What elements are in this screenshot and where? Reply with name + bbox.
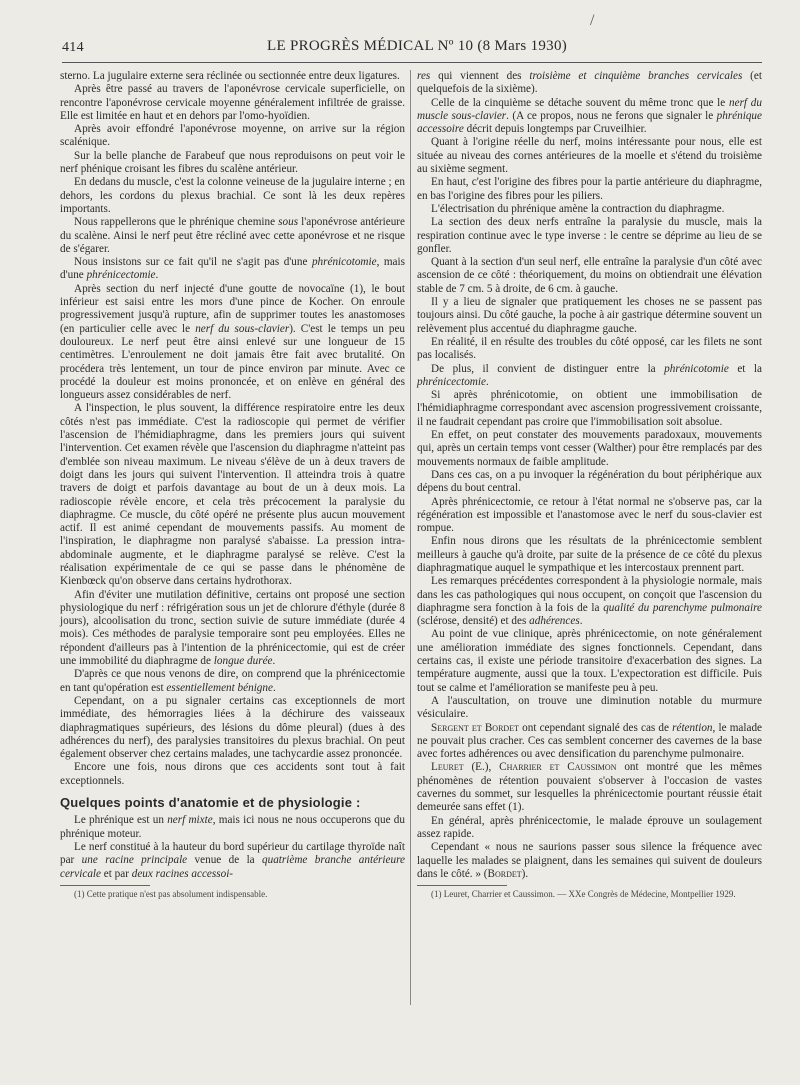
paragraph: Celle de la cinquième se détache souvent du même tronc que le nerf du muscle sous-clavier. (A ce propos, nous ne ferons que signaler le phrénique accessoire décrit depuis longtemps par Cruveilhier. <box>417 96 762 136</box>
paragraph: Nous rappellerons que le phrénique chemine sous l'aponévrose antérieure du scalène. Ainsi le nerf peut être récliné avec cette aponévrose et ne risque de s'égarer. <box>60 216 405 255</box>
left-column <box>60 70 405 900</box>
pencil-mark: / <box>590 12 595 29</box>
paragraph: Le phrénique est un nerf mixte, mais ici nous ne nous occuperons que du phrénique moteur. <box>60 814 405 840</box>
paragraph: Nous insistons sur ce fait qu'il ne s'agit pas d'une phrénicotomie, mais d'une phrénicectomie. <box>60 256 405 282</box>
paragraph: Après phrénicectomie, ce retour à l'état normal ne s'observe pas, car la régénération est impossible et l'anastomose avec le nerf du sous-clavier est rompue. <box>417 495 762 535</box>
paragraph: De plus, il convient de distinguer entre la phrénicotomie et la phrénicectomie. <box>417 362 762 388</box>
paragraph: Cependant, on a pu signaler certains cas exceptionnels de mort immédiate, des hémorragies liées à la déchirure des vaisseaux diaphragmatiques supérieurs, des lésions du dôme pleural) (dues à des adhérences du nerf), des paralysies transitoires du plexus brachial. On peut également observer chez certains malades, une tachycardie assez prononcée. <box>60 694 405 761</box>
paragraph: En haut, c'est l'origine des fibres pour la partie antérieure du diaphragme, en bas l'origine des fibres pour les piliers. <box>417 176 762 202</box>
footnote-rule <box>60 885 150 886</box>
paragraph: Le nerf constitué à la hauteur du bord supérieur du cartilage thyroïde naît par une racine principale venue de la quatrième branche antérieure cervicale et par deux racines accessoi- <box>60 840 405 880</box>
running-header <box>62 38 762 58</box>
paragraph: res qui viennent des troisième et cinquième branches cervicales (et quelquefois de la sixième). <box>417 70 762 96</box>
journal-title: LE PROGRÈS MÉDICAL Nº 10 (8 Mars 1930) <box>267 38 568 54</box>
paragraph: A l'inspection, le plus souvent, la différence respiratoire entre les deux côtés n'est pas immédiate. C'est la radioscopie qui permet de vérifier l'ascension de l'hémidiaphragme, dans les premiers jours qui suivent l'intervention. Cet examen révèle que l'ascension du diaphragme n'atteint pas d'emblée son niveau maximum. Le niveau s'élève de un à deux travers de doigt dans les jours qui suivent l'intervention. Il atteindra trois à quatre travers de doigt et parfois davantage au bout de un à deux mois. La radioscopie révèle encore, et cela très précocement la paralysie du diaphragme. Ce muscle, du côté opéré ne présente plus aucun mouvement actif. Il est animé cependant de mouvements passifs. Au moment de l'inspiration, le diaphragme non paralysé s'abaisse. La pression intra-abdominale augmente, et le diaphragme paralysé se relève. C'est la réalisation expérimentale de ce qui se passe dans le phénomène de Kienbœck qu'on observe dans certains hydrothorax. <box>60 402 405 588</box>
footnote: (1) Cette pratique n'est pas absolument indispensable. <box>74 888 268 899</box>
paragraph: En réalité, il en résulte des troubles du côté opposé, car les filets ne sont pas localisés. <box>417 335 762 362</box>
page-number: 414 <box>62 40 84 55</box>
paragraph: Enfin nous dirons que les résultats de la phrénicectomie semblent meilleurs à gauche qu'à droite, par suite de la présence de ce côté du plexus diaphragmatique auquel le sympathique et les intercostaux prennent part. <box>417 535 762 574</box>
paragraph: Leuret (E.), Charrier et Caussimon ont montré que les mêmes phénomènes de rétention pouvaient s'observer à l'occasion de vastes cavernes du sommet, sur lesquelles la phrénicectomie pourtant réussie était demeurée sans effet (1). <box>417 761 762 814</box>
paragraph: L'électrisation du phrénique amène la contraction du diaphragme. <box>431 202 725 215</box>
header-rule <box>62 62 762 63</box>
paragraph: Après être passé au travers de l'aponévrose cervicale superficielle, on rencontre l'aponévrose cervicale moyenne généralement infiltrée de graisse. Elle est limitée en haut et en dehors par l'omo-hyoïdien. <box>60 83 405 122</box>
paragraph: A l'auscultation, on trouve une diminution notable du murmure vésiculaire. <box>417 694 762 721</box>
paragraph: Cependant « nous ne saurions passer sous silence la fréquence avec laquelle les malades se plaignent, dans les semaines qui suivent de douleurs dans le côté. » (Bordet). <box>417 841 762 880</box>
right-column <box>417 70 762 900</box>
paragraph: D'après ce que nous venons de dire, on comprend que la phrénicectomie en tant qu'opération est essentiellement bénigne. <box>60 668 405 694</box>
paragraph: Quant à la section d'un seul nerf, elle entraîne la paralysie d'un côté avec ascension de ce côté : théoriquement, du moins on obtiendrait une élévation stable de 7 cm. 5 à droite, de 6 cm. à gauche. <box>417 256 762 295</box>
column-divider <box>410 70 411 1005</box>
paragraph: Quant à l'origine réelle du nerf, moins intéressante pour nous, elle est située au niveau des cornes antérieures de la moelle et s'étend du troisième au sixième segment. <box>417 136 762 176</box>
paragraph: Dans ces cas, on a pu invoquer la régénération du bout périphérique aux dépens du bout central. <box>417 468 762 495</box>
paragraph: En général, après phrénicectomie, le malade éprouve un soulagement assez rapide. <box>417 814 762 840</box>
paragraph: Après avoir effondré l'aponévrose moyenne, on arrive sur la région scalénique. <box>60 123 405 149</box>
paragraph: Sergent et Bordet ont cependant signalé des cas de rétention, le malade ne pouvait plus cracher. Ces cas semblent concerner des cavernes de la base avec fortes adhérences ou avec densification du parenchyme pulmonaire. <box>417 721 763 761</box>
paragraph: Sur la belle planche de Farabeuf que nous reproduisons on peut voir le nerf phénique croisant les fibres du scalène antérieur. <box>60 149 405 176</box>
paragraph: Au point de vue clinique, après phrénicectomie, on note généralement une amélioration immédiate des signes fonctionnels. Cependant, dans certains cas, il existe une période transitoire d'exacerbation des signes. La température augmente, aussi que la toux. L'expectoration est difficile. Puis tout se calme et l'amélioration se manifeste peu à peu. <box>417 628 762 694</box>
paragraph: La section des deux nerfs entraîne la paralysie du muscle, mais la respiration continue avec le type inverse : le centre se déprime au lieu de se gonfler. <box>417 216 762 255</box>
paragraph: En dedans du muscle, c'est la colonne veineuse de la jugulaire interne ; en dehors, les cordons du plexus brachial. Ce sont là les deux repères importants. <box>60 176 405 215</box>
paragraph: Il y a lieu de signaler que pratiquement les choses ne se passent pas toujours ainsi. Du côté gauche, la poche à air gastrique détermine souvent un relèvement plus accentué du diaphragme gauche. <box>417 296 762 335</box>
paragraph: Afin d'éviter une mutilation définitive, certains ont proposé une section physiologique du nerf : réfrigération sous un jet de chlorure d'éthyle (durée 8 jours), alcoolisation du tronc, section suivie de suture immédiate (durée 4 mois). Ces méthodes de paralysie temporaire sont peu employées. Elles ne répondent d'ailleurs pas à l'intention de la phrénicectomie, qui est de créer une immobilité du diaphragme de longue durée. <box>60 588 405 668</box>
footnote: (1) Leuret, Charrier et Caussimon. — XXe Congrès de Médecine, Montpellier 1929. <box>431 889 736 900</box>
paragraph: Après section du nerf injecté d'une goutte de novocaïne (1), le bout inférieur est saisi entre les mors d'une pince de Kocher. On enroule progressivement jusqu'à rupture, afin de supprimer toutes les anastomoses (en particulier celle avec le nerf du sous-clavier). C'est le temps un peu douloureux. Le nerf peut être ainsi enlevé sur une longueur de 15 centimètres. L'enroulement ne doit jamais être fait avec brutalité. On procédera très lentement, un tour de pince environ par minute. Avec ce procédé la douleur est moins prononcée, et on enlève en général des longueurs assez considérables de nerf. <box>60 282 406 402</box>
paragraph: Les remarques précédentes correspondent à la physiologie normale, mais dans les cas pathologiques qui nous occupent, on conçoit que l'ascension du diaphragme sera fonction à la fois de la qualité du parenchyme pulmonaire (sclérose, densité) et des adhérences. <box>417 575 762 628</box>
paragraph: sterno. La jugulaire externe sera réclinée ou sectionnée entre deux ligatures. <box>60 70 400 82</box>
paragraph: Encore une fois, nous dirons que ces accidents sont tout à fait exceptionnels. <box>60 761 405 787</box>
paragraph: Si après phrénicotomie, on obtient une immobilisation de l'hémidiaphragme correspondant avec ascension progressivement croissante, il ne faudrait cependant pas croire que l'immobilisation soit absolue. <box>417 389 762 428</box>
section-heading: Quelques points d'anatomie et de physiologie : <box>60 795 361 811</box>
paragraph: En effet, on peut constater des mouvements paradoxaux, mouvements qui, après un certain temps vont cesser (Walther) pour être remplacés par des mouvements normaux de faible amplitude. <box>417 429 762 468</box>
footnote-rule <box>417 885 507 886</box>
